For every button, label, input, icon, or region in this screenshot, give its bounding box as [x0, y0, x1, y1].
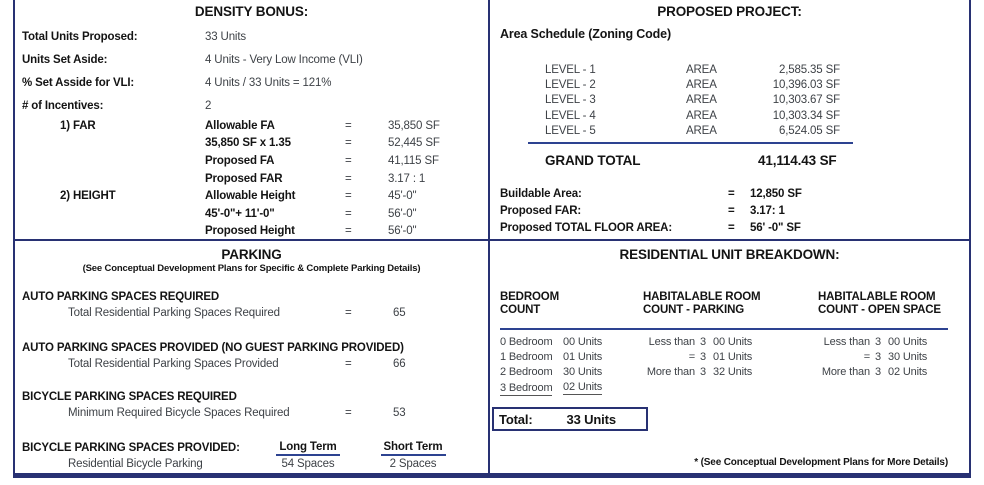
parking-group-heading: BICYCLE PARKING SPACES REQUIRED — [22, 391, 237, 403]
summary-label: Proposed FAR: — [500, 205, 582, 218]
equals-sign: = — [345, 407, 352, 419]
incentive-line — [15, 170, 488, 188]
level-area-value: 10,303.34 SF — [772, 109, 840, 122]
total-label: Total: — [499, 411, 533, 427]
bedroom-label — [500, 382, 563, 394]
bedroom-units-underlined: 02 Units — [563, 380, 603, 393]
incentive-label: Allowable Height — [205, 190, 296, 203]
density-bonus-section — [15, 0, 490, 241]
equals-sign: = — [345, 190, 352, 203]
parking-group-line — [15, 405, 488, 421]
density-row-label: Units Set Aside: — [22, 53, 108, 66]
room-count-threshold: 3 — [875, 366, 881, 379]
level-name: LEVEL - 3 — [545, 94, 596, 107]
incentive-value: 35,850 SF — [388, 119, 440, 132]
grand-total-value: 41,114.43 SF — [758, 153, 837, 169]
habitable-open-space-column — [818, 334, 948, 396]
short-term-header: Short Term — [381, 441, 446, 456]
unit-count: 32 Units — [713, 366, 753, 379]
level-area-value: 10,303.67 SF — [772, 94, 840, 107]
unit-count: 01 Units — [713, 351, 753, 364]
total-value: 33 Units — [566, 411, 616, 427]
area-column-label: AREA — [686, 109, 717, 122]
parking-group-heading: AUTO PARKING SPACES PROVIDED (NO GUEST PARKING PROVIDED) — [22, 342, 404, 354]
summary-row — [490, 220, 969, 237]
comparison-prefix: = — [688, 351, 695, 364]
bedroom-label-underlined: 3 Bedroom — [500, 381, 553, 394]
short-term-column — [358, 441, 468, 456]
incentive-value: 52,445 SF — [388, 137, 440, 150]
footnote: * (See Conceptual Development Plans for More Details) — [694, 457, 948, 468]
height-incentive-block — [15, 187, 488, 240]
header-line: BEDROOM — [500, 291, 560, 303]
summary-label: Buildable Area: — [500, 188, 582, 201]
grand-total-row — [490, 151, 969, 171]
level-name: LEVEL - 5 — [545, 125, 596, 138]
habitable-row — [643, 334, 818, 349]
unit-count: 00 Units — [888, 335, 928, 348]
room-count-threshold: 3 — [875, 335, 881, 348]
density-bonus-title: DENSITY BONUS: — [194, 4, 309, 19]
equals-sign: = — [345, 137, 352, 150]
incentive-label: 35,850 SF x 1.35 — [205, 137, 291, 150]
bedroom-row — [500, 365, 643, 380]
project-summary — [490, 186, 969, 237]
equals-sign: = — [345, 307, 352, 319]
incentive-line — [15, 117, 488, 135]
parking-line-value: 65 — [393, 307, 406, 319]
level-row — [490, 108, 969, 123]
long-term-header: Long Term — [276, 441, 339, 456]
room-count-threshold: 3 — [700, 351, 706, 364]
level-name: LEVEL - 1 — [545, 63, 596, 76]
area-column-label: AREA — [686, 79, 717, 92]
bicycle-provided-header-row — [15, 438, 488, 456]
density-row — [15, 48, 488, 71]
habitable-row — [818, 365, 948, 380]
parking-group — [15, 389, 488, 421]
equals-sign: = — [345, 172, 352, 185]
header-line: COUNT — [500, 304, 541, 316]
incentive-line — [15, 187, 488, 205]
level-area-value: 10,396.03 SF — [772, 79, 840, 92]
equals-sign: = — [345, 154, 352, 167]
equals-sign: = — [345, 225, 352, 238]
area-column-label: AREA — [686, 94, 717, 107]
header-line: HABITALABLE ROOM — [643, 291, 761, 303]
proposed-project-title: PROPOSED PROJECT: — [657, 4, 802, 19]
parking-group — [15, 289, 488, 321]
proposed-project-section — [490, 0, 969, 241]
incentive-line — [15, 135, 488, 153]
incentive-value: 45'-0" — [388, 190, 417, 203]
level-row — [490, 62, 969, 77]
incentive-line — [15, 152, 488, 170]
incentive-line — [15, 223, 488, 241]
bedroom-count-header — [500, 291, 643, 317]
header-rule — [500, 328, 948, 330]
incentive-label: Allowable FA — [205, 119, 275, 132]
incentive-value: 56'-0" — [388, 207, 417, 220]
incentive-label: Proposed FA — [205, 154, 275, 167]
incentive-label: 45'-0"+ 11'-0" — [205, 207, 275, 220]
density-row — [15, 94, 488, 117]
incentive-value: 3.17 : 1 — [388, 172, 426, 185]
bicycle-provided-block — [15, 438, 488, 472]
parking-line-label: Total Residential Parking Spaces Provided — [68, 358, 279, 370]
habitable-row — [818, 349, 948, 364]
habitable-row — [643, 365, 818, 380]
unit-count: 02 Units — [888, 366, 928, 379]
level-area-value: 2,585.35 SF — [778, 63, 840, 76]
habitable-row — [643, 349, 818, 364]
equals-sign: = — [345, 119, 352, 132]
density-row-value: 4 Units / 33 Units = 121% — [205, 76, 332, 89]
parking-group-line — [15, 305, 488, 321]
habitable-parking-header — [643, 291, 818, 317]
incentive-name: 1) FAR — [60, 119, 96, 132]
density-row-label: # of Incentives: — [22, 99, 104, 112]
habitable-open-space-header — [818, 291, 948, 317]
zoning-data-sheet — [13, 0, 971, 478]
parking-group-heading: AUTO PARKING SPACES REQUIRED — [22, 291, 220, 303]
long-term-value: 54 Spaces — [281, 458, 335, 470]
area-column-label: AREA — [686, 125, 717, 138]
comparison-prefix: More than — [821, 366, 870, 379]
header-line: COUNT - PARKING — [643, 304, 745, 316]
far-incentive-block — [15, 117, 488, 187]
bicycle-provided-value-row — [15, 456, 488, 472]
bicycle-provided-heading: BICYCLE PARKING SPACES PROVIDED: — [22, 442, 240, 454]
comparison-prefix: More than — [646, 366, 695, 379]
density-bonus-rows — [15, 25, 488, 117]
bedroom-label: 0 Bedroom — [500, 335, 553, 348]
bedroom-row — [500, 334, 643, 349]
summary-value: 56' -0" SF — [750, 222, 801, 235]
comparison-prefix: Less than — [648, 335, 695, 348]
unit-count: 00 Units — [713, 335, 753, 348]
level-row — [490, 77, 969, 92]
unit-count: 30 Units — [888, 351, 928, 364]
density-row-value: 2 — [205, 99, 212, 112]
level-name: LEVEL - 2 — [545, 79, 596, 92]
room-count-threshold: 3 — [875, 351, 881, 364]
density-row-label: % Set Asside for VLI: — [22, 76, 135, 89]
grand-total-label: GRAND TOTAL — [545, 153, 641, 169]
area-schedule-table — [490, 62, 969, 171]
incentive-name: 2) HEIGHT — [60, 190, 116, 203]
parking-line-value: 53 — [393, 407, 406, 419]
habitable-row — [818, 334, 948, 349]
density-row — [15, 25, 488, 48]
parking-title: PARKING — [221, 247, 282, 262]
summary-value: 3.17: 1 — [750, 205, 785, 218]
parking-group — [15, 340, 488, 372]
unit-breakdown-columns — [500, 334, 948, 396]
level-row — [490, 124, 969, 139]
parking-group-line — [15, 356, 488, 372]
equals-sign: = — [345, 358, 352, 370]
header-line: HABITALABLE ROOM — [818, 291, 936, 303]
bedroom-units: 01 Units — [563, 351, 603, 364]
summary-row — [490, 186, 969, 203]
incentive-label: Proposed FAR — [205, 172, 283, 185]
parking-line-value: 66 — [393, 358, 406, 370]
density-row-label: Total Units Proposed: — [22, 30, 138, 43]
equals-sign: = — [345, 207, 352, 220]
bedroom-units: 00 Units — [563, 335, 603, 348]
long-term-column — [258, 441, 358, 456]
parking-subtitle: (See Conceptual Development Plans for Specific & Complete Parking Details) — [82, 263, 421, 274]
level-area-value: 6,524.05 SF — [778, 125, 840, 138]
unit-breakdown-title: RESIDENTIAL UNIT BREAKDOWN: — [619, 247, 840, 262]
room-count-threshold: 3 — [700, 366, 706, 379]
total-units-box — [492, 407, 648, 431]
room-count-threshold: 3 — [700, 335, 706, 348]
unit-breakdown-headers — [500, 291, 948, 317]
comparison-prefix: Less than — [823, 335, 870, 348]
equals-sign: = — [728, 188, 735, 201]
bedroom-units: 30 Units — [563, 366, 603, 379]
short-term-value: 2 Spaces — [389, 458, 437, 470]
incentive-value: 41,115 SF — [388, 154, 439, 167]
equals-sign: = — [728, 205, 735, 218]
bedroom-label: 1 Bedroom — [500, 351, 553, 364]
equals-sign: = — [728, 222, 735, 235]
level-row — [490, 93, 969, 108]
table-rule — [528, 142, 853, 144]
header-line: COUNT - OPEN SPACE — [818, 304, 941, 316]
bedroom-row — [500, 380, 643, 395]
summary-label: Proposed TOTAL FLOOR AREA: — [500, 222, 673, 235]
level-name: LEVEL - 4 — [545, 109, 596, 122]
parking-line-label: Minimum Required Bicycle Spaces Required — [68, 407, 290, 419]
parking-line-label: Total Residential Parking Spaces Required — [68, 307, 280, 319]
incentive-value: 56'-0" — [388, 225, 417, 238]
bicycle-row-label: Residential Bicycle Parking — [68, 458, 203, 470]
area-schedule-subtitle: Area Schedule (Zoning Code) — [500, 27, 671, 41]
comparison-prefix: = — [863, 351, 870, 364]
bedroom-count-column — [500, 334, 643, 396]
incentive-label: Proposed Height — [205, 225, 295, 238]
parking-section — [15, 241, 490, 473]
unit-breakdown-section — [490, 241, 969, 473]
area-column-label: AREA — [686, 63, 717, 76]
summary-row — [490, 203, 969, 220]
bedroom-row — [500, 349, 643, 364]
density-row-value: 4 Units - Very Low Income (VLI) — [205, 53, 363, 66]
density-row-value: 33 Units — [205, 30, 246, 43]
summary-value: 12,850 SF — [750, 188, 802, 201]
density-row — [15, 71, 488, 94]
habitable-parking-column — [643, 334, 818, 396]
incentive-line — [15, 205, 488, 223]
bedroom-label: 2 Bedroom — [500, 366, 553, 379]
